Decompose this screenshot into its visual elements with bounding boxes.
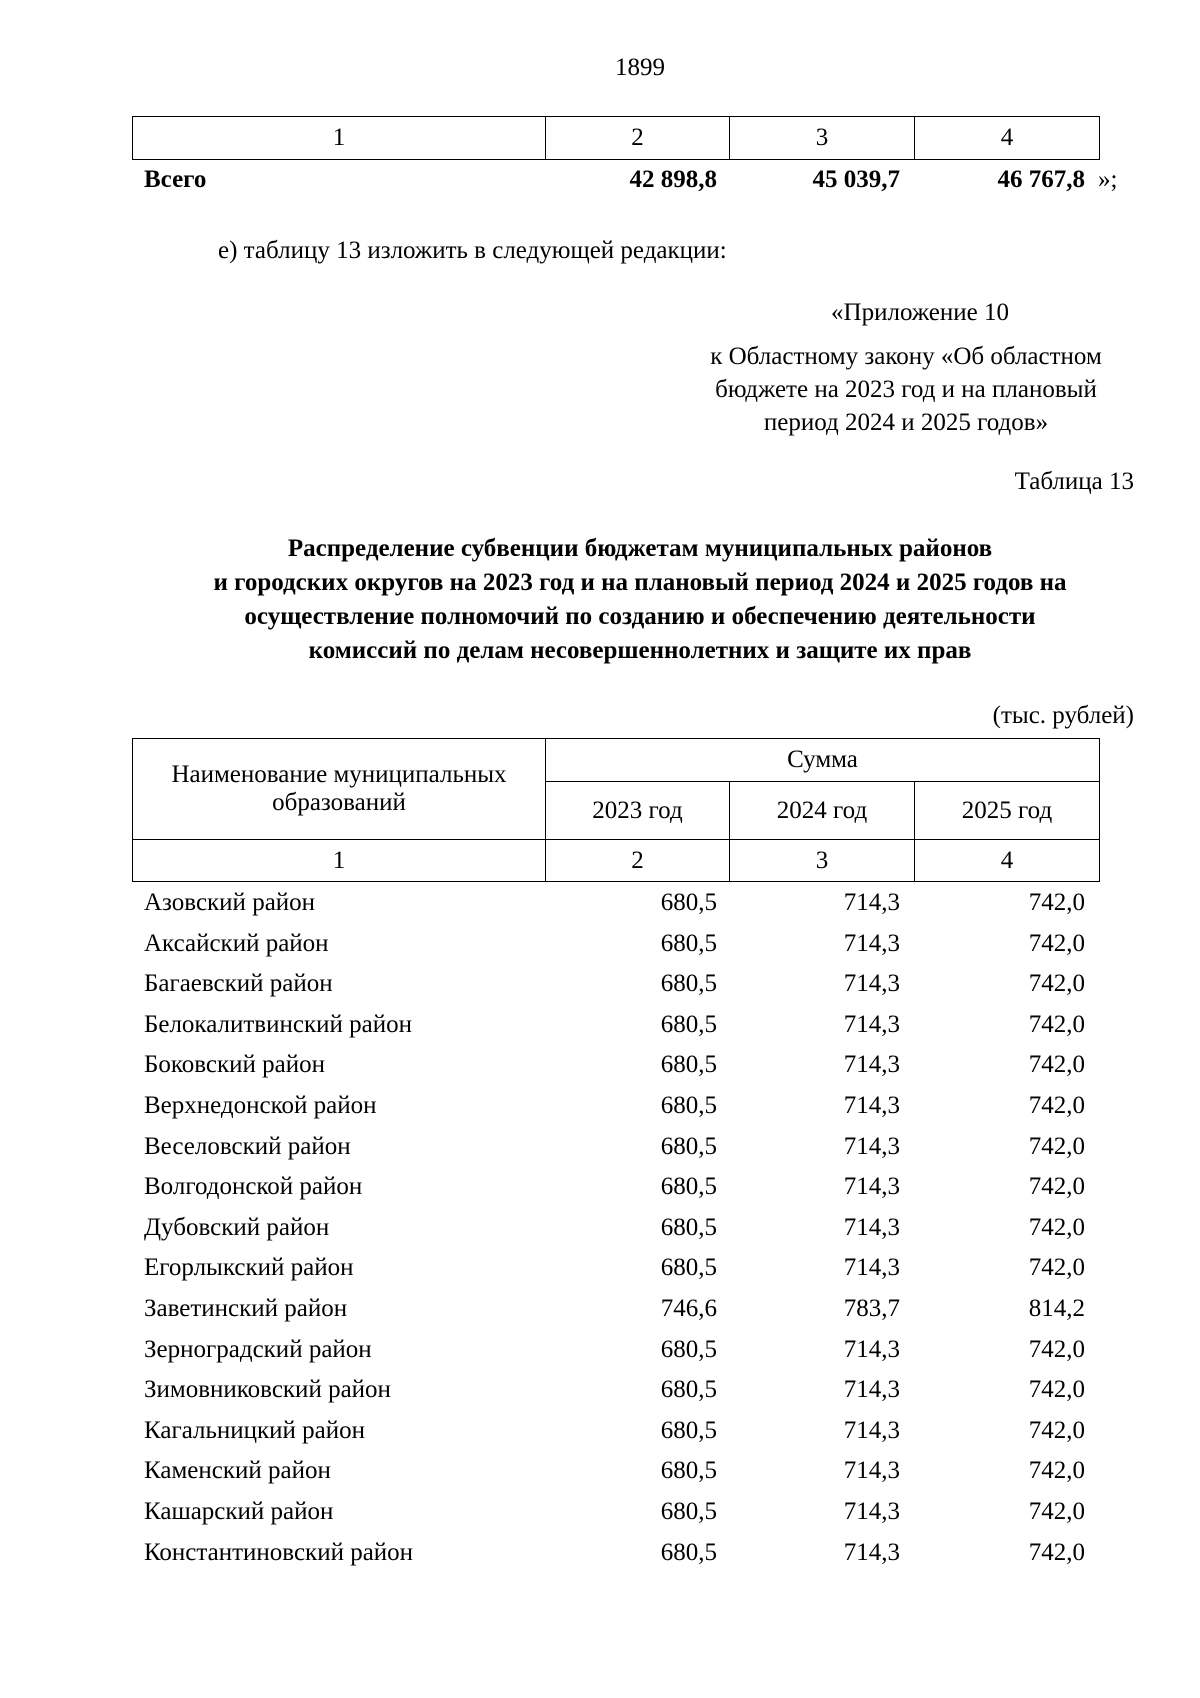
municipality-name: Азовский район bbox=[144, 889, 316, 916]
amount-2025: 742,0 bbox=[1028, 889, 1085, 916]
table-heading-line-1: Распределение субвенции бюджетам муниципальных районов bbox=[287, 535, 993, 562]
municipality-name: Зерноградский район bbox=[144, 1336, 372, 1363]
table-row bbox=[0, 1005, 1200, 1045]
table-label: Таблица 13 bbox=[1014, 468, 1134, 495]
municipality-name: Аксайский район bbox=[144, 930, 329, 957]
header-municipality bbox=[133, 739, 546, 840]
page-number: 1899 bbox=[615, 54, 665, 81]
amount-2023: 680,5 bbox=[660, 1539, 717, 1566]
table-heading-line-4: комиссий по делам несовершеннолетних и защите их прав bbox=[308, 637, 972, 664]
table-row bbox=[0, 1330, 1200, 1370]
appendix-line-2: бюджете на 2023 год и на плановый bbox=[715, 376, 1097, 403]
amount-2023: 680,5 bbox=[660, 1051, 717, 1078]
amount-2024: 714,3 bbox=[843, 970, 900, 997]
prev-total-2023: 42 898,8 bbox=[629, 166, 717, 193]
amount-2024: 714,3 bbox=[843, 930, 900, 957]
amount-2025: 742,0 bbox=[1028, 1173, 1085, 1200]
amount-2025: 742,0 bbox=[1028, 1498, 1085, 1525]
prev-total-label: Всего bbox=[144, 166, 207, 193]
prev-table-closing-quote: »; bbox=[1098, 166, 1118, 193]
amount-2025: 814,2 bbox=[1028, 1295, 1085, 1322]
municipality-name: Зимовниковский район bbox=[144, 1376, 391, 1403]
amount-2024: 714,3 bbox=[843, 1092, 900, 1119]
amount-2025: 742,0 bbox=[1028, 1051, 1085, 1078]
header-year-2025: 2025 год bbox=[915, 782, 1100, 840]
amount-2024: 714,3 bbox=[843, 1214, 900, 1241]
table-row bbox=[0, 1208, 1200, 1248]
municipality-name: Каменский район bbox=[144, 1457, 331, 1484]
amount-2023: 680,5 bbox=[660, 1376, 717, 1403]
amount-2024: 714,3 bbox=[843, 1336, 900, 1363]
amount-2024: 714,3 bbox=[843, 1254, 900, 1281]
header-col-number-4: 4 bbox=[915, 840, 1100, 882]
table-row bbox=[0, 1370, 1200, 1410]
municipality-name: Верхнедонской район bbox=[144, 1092, 377, 1119]
header-sum: Сумма bbox=[546, 739, 1100, 782]
amount-2023: 680,5 bbox=[660, 1417, 717, 1444]
table-row bbox=[0, 1127, 1200, 1167]
amount-2024: 714,3 bbox=[843, 1051, 900, 1078]
table-heading-line-2: и городских округов на 2023 год и на плановый период 2024 и 2025 годов на bbox=[213, 569, 1067, 596]
municipality-name: Заветинский район bbox=[144, 1295, 348, 1322]
table-row bbox=[0, 1086, 1200, 1126]
municipality-name: Боковский район bbox=[144, 1051, 325, 1078]
amount-2024: 714,3 bbox=[843, 1539, 900, 1566]
amount-2023: 680,5 bbox=[660, 1457, 717, 1484]
amount-2023: 680,5 bbox=[660, 889, 717, 916]
municipality-name: Белокалитвинский район bbox=[144, 1011, 412, 1038]
amount-2025: 742,0 bbox=[1028, 1376, 1085, 1403]
prev-col-2: 2 bbox=[546, 117, 730, 160]
amount-2024: 714,3 bbox=[843, 1417, 900, 1444]
amount-2025: 742,0 bbox=[1028, 1133, 1085, 1160]
prev-col-4: 4 bbox=[915, 117, 1100, 160]
municipality-name: Волгодонской район bbox=[144, 1173, 363, 1200]
table-row bbox=[0, 1248, 1200, 1288]
amount-2024: 783,7 bbox=[843, 1295, 900, 1322]
amount-2023: 680,5 bbox=[660, 930, 717, 957]
municipality-name: Кагальницкий район bbox=[144, 1417, 366, 1444]
table-row bbox=[0, 964, 1200, 1004]
appendix-line-1: к Областному закону «Об областном bbox=[710, 343, 1102, 370]
amount-2025: 742,0 bbox=[1028, 1011, 1085, 1038]
table-row bbox=[0, 883, 1200, 923]
prev-col-3: 3 bbox=[730, 117, 915, 160]
previous-table-header bbox=[132, 116, 1100, 160]
amount-2023: 680,5 bbox=[660, 1254, 717, 1281]
amount-2024: 714,3 bbox=[843, 1011, 900, 1038]
municipality-name: Егорлыкский район bbox=[144, 1254, 354, 1281]
amount-2023: 680,5 bbox=[660, 1498, 717, 1525]
header-col-number-3: 3 bbox=[730, 840, 915, 882]
amount-2023: 746,6 bbox=[660, 1295, 717, 1322]
units-label: (тыс. рублей) bbox=[992, 702, 1134, 729]
table-row bbox=[0, 1533, 1200, 1573]
table-row bbox=[0, 924, 1200, 964]
table-row bbox=[0, 1167, 1200, 1207]
amount-2024: 714,3 bbox=[843, 889, 900, 916]
municipality-name: Веселовский район bbox=[144, 1133, 351, 1160]
amount-2025: 742,0 bbox=[1028, 930, 1085, 957]
amount-2023: 680,5 bbox=[660, 1214, 717, 1241]
amount-2023: 680,5 bbox=[660, 970, 717, 997]
table-row bbox=[0, 1492, 1200, 1532]
prev-total-row bbox=[0, 160, 1200, 200]
municipality-name: Константиновский район bbox=[144, 1539, 414, 1566]
amount-2025: 742,0 bbox=[1028, 1539, 1085, 1566]
amount-2025: 742,0 bbox=[1028, 1254, 1085, 1281]
prev-col-1: 1 bbox=[133, 117, 546, 160]
amount-2024: 714,3 bbox=[843, 1133, 900, 1160]
amount-2025: 742,0 bbox=[1028, 970, 1085, 997]
amount-2023: 680,5 bbox=[660, 1011, 717, 1038]
amount-2023: 680,5 bbox=[660, 1133, 717, 1160]
table-row bbox=[0, 1289, 1200, 1329]
subvention-table-header bbox=[132, 738, 1100, 882]
amount-2025: 742,0 bbox=[1028, 1336, 1085, 1363]
amount-2024: 714,3 bbox=[843, 1376, 900, 1403]
amount-2023: 680,5 bbox=[660, 1173, 717, 1200]
table-row bbox=[0, 1045, 1200, 1085]
appendix-title: «Приложение 10 bbox=[831, 299, 1009, 326]
header-col-number-2: 2 bbox=[546, 840, 730, 882]
table-row bbox=[0, 1411, 1200, 1451]
amount-2024: 714,3 bbox=[843, 1498, 900, 1525]
instruction-text: е) таблицу 13 изложить в следующей редакции: bbox=[218, 237, 727, 264]
header-col-number-1: 1 bbox=[133, 840, 546, 882]
appendix-line-3: период 2024 и 2025 годов» bbox=[763, 409, 1049, 436]
amount-2023: 680,5 bbox=[660, 1092, 717, 1119]
amount-2025: 742,0 bbox=[1028, 1457, 1085, 1484]
header-year-2024: 2024 год bbox=[730, 782, 915, 840]
municipality-name: Кашарский район bbox=[144, 1498, 334, 1525]
amount-2023: 680,5 bbox=[660, 1336, 717, 1363]
header-municipality-line-2: образований bbox=[272, 789, 406, 816]
amount-2024: 714,3 bbox=[843, 1173, 900, 1200]
amount-2025: 742,0 bbox=[1028, 1214, 1085, 1241]
municipality-name: Дубовский район bbox=[144, 1214, 330, 1241]
table-row bbox=[0, 1451, 1200, 1491]
amount-2024: 714,3 bbox=[843, 1457, 900, 1484]
amount-2025: 742,0 bbox=[1028, 1417, 1085, 1444]
prev-total-2024: 45 039,7 bbox=[812, 166, 900, 193]
header-year-2023: 2023 год bbox=[546, 782, 730, 840]
table-heading-line-3: осуществление полномочий по созданию и обеспечению деятельности bbox=[244, 603, 1036, 630]
header-municipality-line-1: Наименование муниципальных bbox=[171, 761, 507, 788]
municipality-name: Багаевский район bbox=[144, 970, 333, 997]
prev-total-2025: 46 767,8 bbox=[997, 166, 1085, 193]
amount-2025: 742,0 bbox=[1028, 1092, 1085, 1119]
